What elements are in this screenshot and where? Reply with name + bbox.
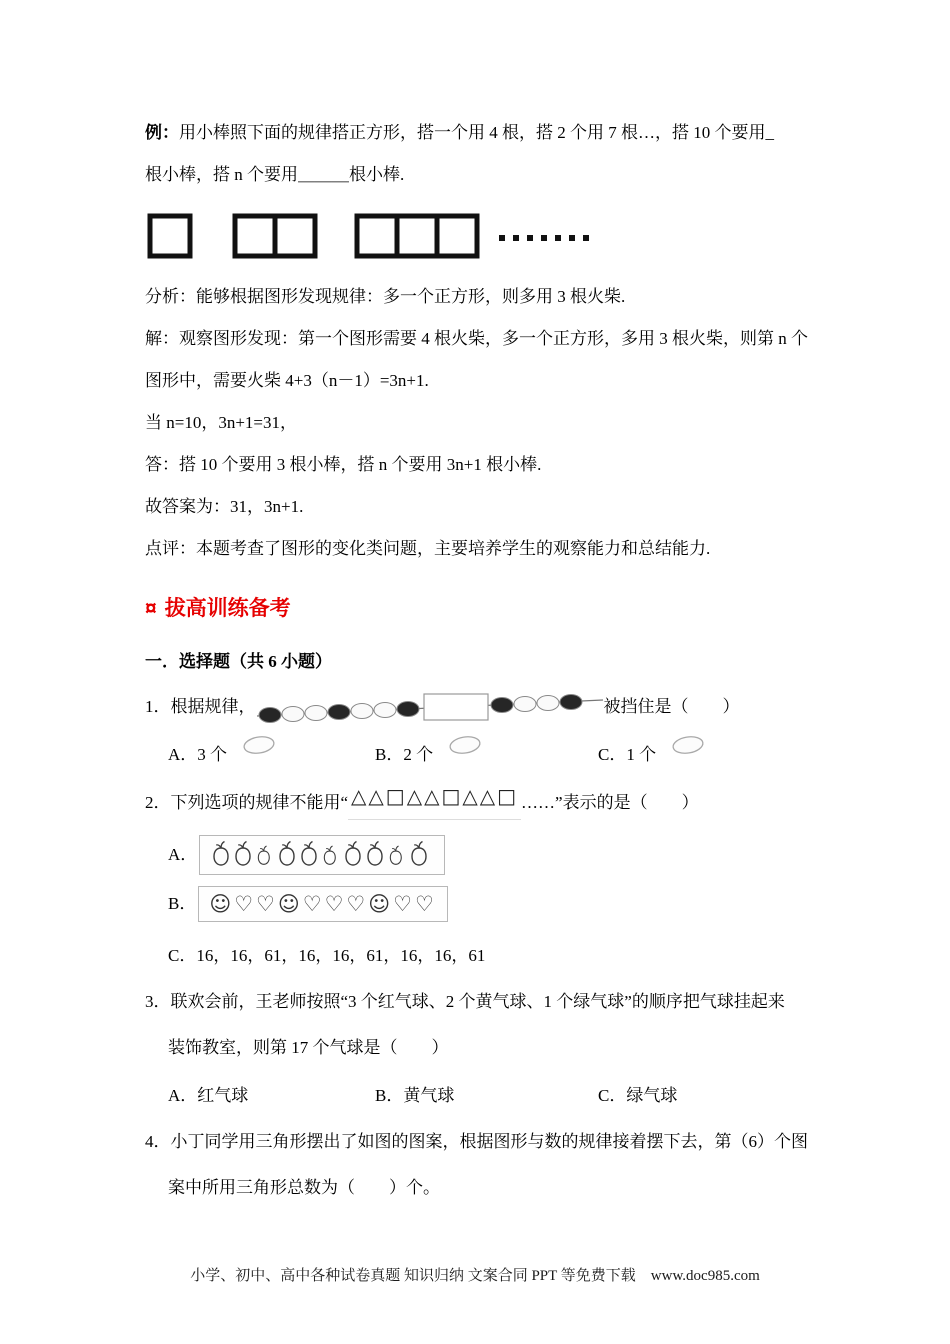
apples-pattern-figure xyxy=(199,835,445,875)
q2-option-a-label: A． xyxy=(168,845,198,864)
q3-option-c: C．绿气球 xyxy=(598,1086,678,1105)
q1-option-a-label: A．3 个 xyxy=(168,745,228,764)
question-3-line1: 3．联欢会前，王老师按照“3 个红气球、2 个黄气球、1 个绿气球”的顺序把气球挂起来 xyxy=(145,992,785,1011)
example-label: 例： xyxy=(145,123,179,142)
matchstick-squares-drawing xyxy=(145,208,597,266)
example-solution-line1: 解：观察图形发现：第一个图形需要 4 根火柴，多一个正方形，多用 3 根火柴，则第 n 个 xyxy=(145,329,808,348)
example-problem-line1 xyxy=(145,112,815,154)
question-3-options xyxy=(145,1073,815,1119)
example-comment: 点评：本题考查了图形的变化类问题，主要培养学生的观察能力和总结能力. xyxy=(145,539,711,558)
q2-option-b xyxy=(145,884,815,924)
page-footer: 小学、初中、高中各种试卷真题 知识归纳 文案合同 PPT 等免费下载 www.doc985.com xyxy=(190,1268,760,1284)
smiley-hearts-pattern-figure xyxy=(198,886,447,922)
question-2-suffix: ……”表示的是（ ） xyxy=(521,793,699,812)
q3-option-b: B．黄气球 xyxy=(375,1086,455,1105)
question-1-suffix: 被挡住是（ ） xyxy=(603,697,740,716)
white-bead-icon xyxy=(670,728,706,774)
question-3-line2: 装饰教室，则第 17 个气球是（ ） xyxy=(168,1038,449,1057)
q1-option-c-label: C．1 个 xyxy=(598,745,657,764)
beads-pattern-figure xyxy=(256,691,604,725)
q1-option-b-label: B．2 个 xyxy=(375,745,434,764)
example-final-answer: 故答案为：31，3n+1. xyxy=(145,497,304,516)
covering-box-icon xyxy=(424,694,488,720)
q1-option-c xyxy=(598,732,706,778)
smiley-hearts-symbols: ☺♡♡☺♡♡♡☺♡♡ xyxy=(209,892,437,916)
example-solution-line2: 图形中，需要火柴 4+3（n－1）=3n+1. xyxy=(145,371,429,390)
q2-option-a xyxy=(145,835,815,875)
question-4-line2: 案中所用三角形总数为（ ）个。 xyxy=(168,1178,440,1197)
question-2-prefix: 2．下列选项的规律不能用“ xyxy=(145,793,349,812)
question-1-options xyxy=(145,732,815,778)
q1-option-b xyxy=(375,732,598,778)
subsection-heading: 一．选择题（共 6 小题） xyxy=(145,652,332,671)
ellipsis-dots-icon xyxy=(499,235,589,241)
example-problem-text: 用小棒照下面的规律搭正方形，搭一个用 4 根，搭 2 个用 7 根…，搭 10 个要用_ xyxy=(179,123,774,142)
q2-option-b-label: B． xyxy=(168,894,197,913)
question-1-prefix: 1．根据规律， xyxy=(145,697,256,716)
triangle-square-pattern: △△□△△□△△□ xyxy=(348,773,521,820)
q1-option-a xyxy=(168,732,375,778)
apples-drawing xyxy=(210,839,434,871)
example-case-line: 当 n=10，3n+1=31， xyxy=(145,413,298,432)
white-bead-icon xyxy=(447,728,483,774)
white-bead-icon xyxy=(241,728,277,774)
matchstick-squares-figure xyxy=(145,208,815,268)
currency-bullet-icon: ¤ xyxy=(145,597,157,620)
q3-option-a: A．红气球 xyxy=(168,1086,249,1105)
section-title: 拔高训练备考 xyxy=(164,597,291,620)
q2-option-c: C．16，16，61，16，16，61，16，16，61 xyxy=(168,946,486,965)
example-analysis: 分析：能够根据图形发现规律：多一个正方形，则多用 3 根火柴. xyxy=(145,287,626,306)
question-2 xyxy=(145,778,815,826)
example-problem-line2: 根小棒，搭 n 个要用＿＿＿根小棒. xyxy=(145,165,405,184)
question-4-line1: 4．小丁同学用三角形摆出了如图的图案，根据图形与数的规律接着摆下去，第（6）个图 xyxy=(145,1132,808,1151)
example-answer-line: 答：搭 10 个要用 3 根小棒，搭 n 个要用 3n+1 根小棒. xyxy=(145,455,542,474)
section-heading xyxy=(145,584,815,634)
question-1 xyxy=(145,684,815,730)
